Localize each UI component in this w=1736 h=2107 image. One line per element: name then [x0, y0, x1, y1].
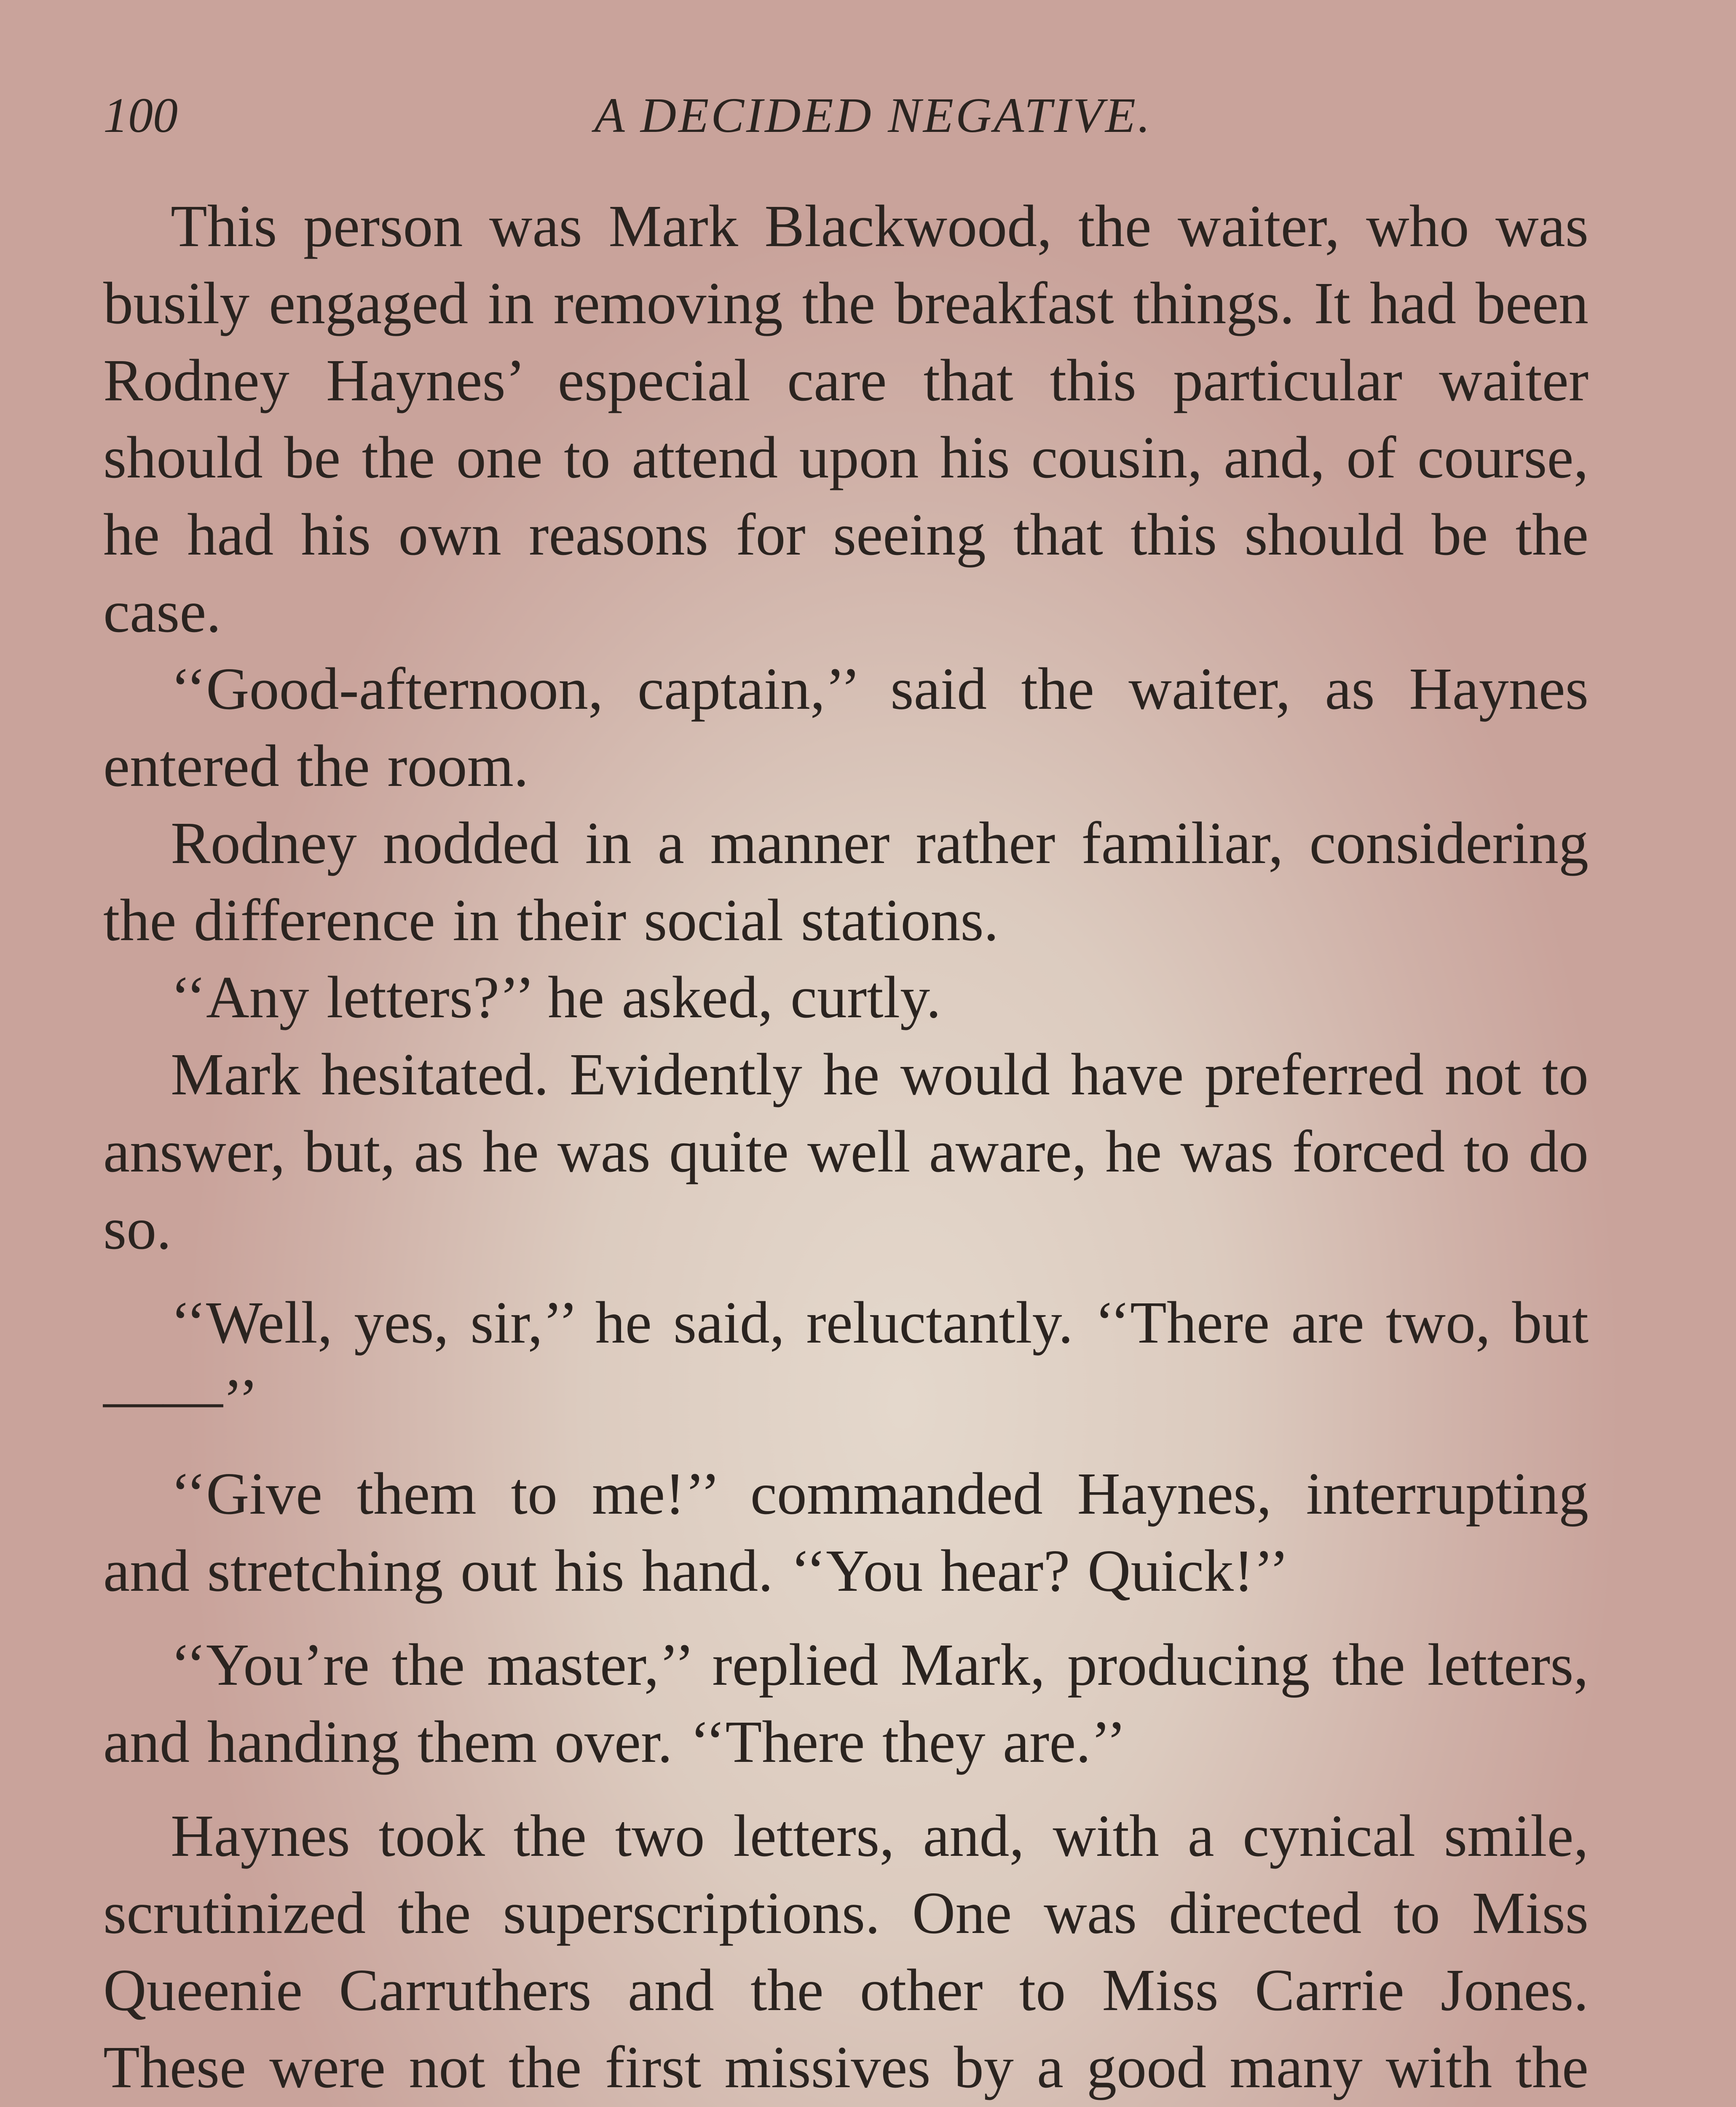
- paragraph: Haynes took the two letters, and, with a cynical smile, scrutinized the superscriptions. One was directed to Miss Queenie Carruthers and the other to Miss Carrie Jones. These were not the first missives by a good many with the: [103, 1802, 1589, 2100]
- paragraph: ‘‘Good-afternoon, captain,’’ said the waiter, as Haynes entered the room.: [103, 655, 1589, 799]
- paragraph: Mark hesitated. Evidently he would have preferred not to answer, but, as he was quite well aware, he was forced to do so.: [103, 1041, 1589, 1262]
- paragraph: ‘‘Any letters?’’ he asked, curtly.: [171, 964, 941, 1030]
- paragraph: This person was Mark Blackwood, the waiter, who was busily engaged in removing the breakfast things. It had been Rodney Haynes’ especial care that this particular waiter should be the one to attend upon his cousin, and, of course, he had his own reasons for seeing that this should be the case.: [103, 193, 1589, 645]
- paragraph: Rodney nodded in a manner rather familiar, considering the difference in their social stations.: [103, 810, 1589, 953]
- running-title: A DECIDED NEGATIVE.: [594, 88, 1152, 143]
- paragraph: ‘‘Well, yes, sir,’’ he said, reluctantly. ‘‘There are two, but——’’: [103, 1289, 1589, 1433]
- paragraph: ‘‘Give them to me!’’ commanded Haynes, interrupting and stretching out his hand. ‘‘You hear? Quick!’’: [103, 1460, 1589, 1604]
- page-number: 100: [103, 88, 178, 143]
- body-text: [103, 188, 1589, 2107]
- paragraph: ‘‘You’re the master,’’ replied Mark, producing the letters, and handing them over. ‘‘There they are.’’: [103, 1631, 1589, 1775]
- running-head: [103, 74, 1589, 158]
- book-page: [103, 74, 1589, 2107]
